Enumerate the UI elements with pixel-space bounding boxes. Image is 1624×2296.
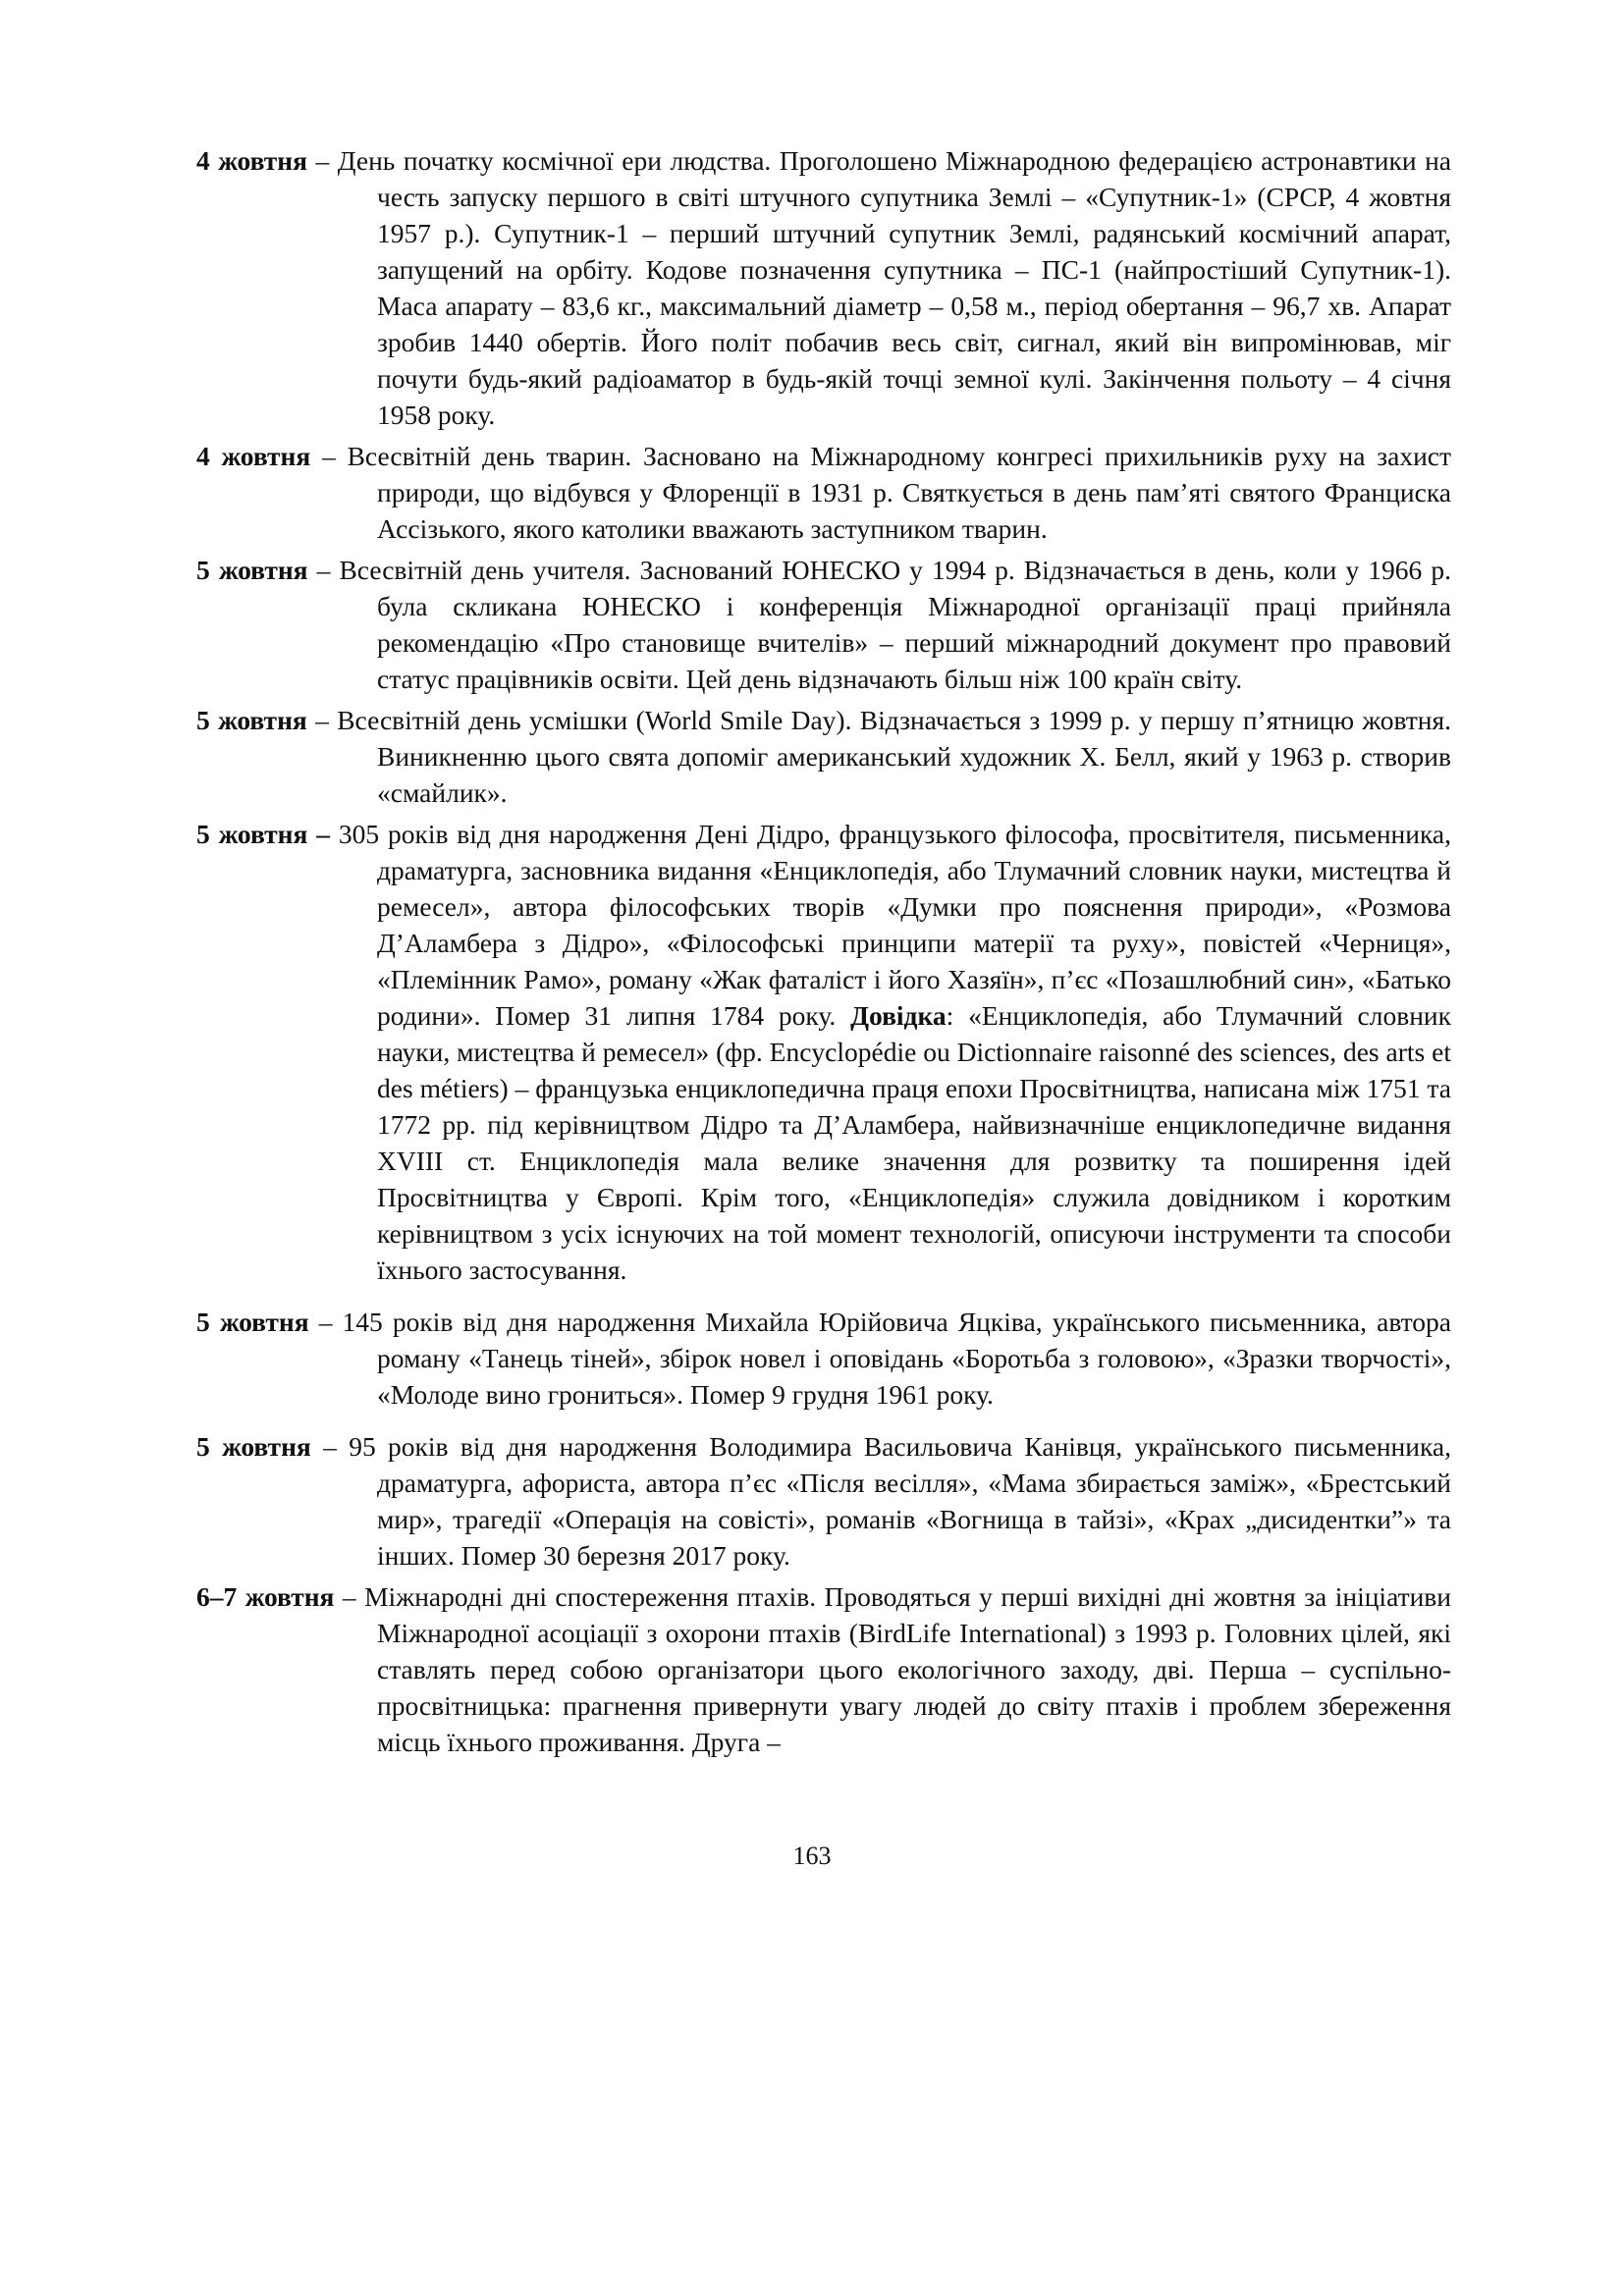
entry-date: 4 жовтня bbox=[196, 441, 311, 471]
entry-text: – Всесвітній день учителя. Заснований ЮНЕСКО у 1994 р. Відзначається в день, коли у 1966 р. була скликана ЮНЕСКО і конференція Міжнародної організації праці прийняла рекомендацію «Про становище вчителів» – перший міжнародний документ про правовий статус працівників освіти. Цей день відзначають більш ніж 100 країн світу. bbox=[307, 555, 1451, 694]
calendar-entry bbox=[196, 1428, 1451, 1574]
entry-text: 305 років від дня народження Дені Дідро, французького філософа, просвітителя, письменника, драматурга, засновника видання «Енциклопедія, або Тлумачний словник науки, мистецтва й ремесел», автора філософських творів «Думки про пояснення природи», «Розмова Д’Аламбера з Дідро», «Філософські принципи матерії та руху», повістей «Черниця», «Племінник Рамо», роману «Жак фаталіст і його Хазяїн», п’єс «Позашлюбний син», «Батько родини». Помер 31 липня 1784 року. bbox=[329, 819, 1452, 1031]
reference-text: : «Енциклопедія, або Тлумачний словник науки, мистецтва й ремесел» (фр. Encyclopédie ou Dictionnaire raisonné des sciences, des arts et des métiers) – французька енциклопедична праця епохи Просвітництва, написана між 1751 та 1772 рр. під керівництвом Дідро та Д’Аламбера, найвизначніше енциклопедичне видання XVIII ст. Енциклопедія мала велике значення для розвитку та поширення ідей Просвітництва у Європі. Крім того, «Енциклопедія» служила довідником і коротким керівництвом з усіх існуючих на той момент технологій, описуючи інструменти та способи їхнього застосування. bbox=[377, 1000, 1451, 1285]
entry-text: – Всесвітній день усмішки (World Smile Day). Відзначається з 1999 р. у першу п’ятницю жовтня. Виникненню цього свята допоміг американський художник Х. Белл, який у 1963 р. створив «смайлик». bbox=[306, 705, 1452, 808]
document-body bbox=[196, 142, 1451, 1765]
entry-text: – 145 років від дня народження Михайла Юрійовича Яцківа, українського письменника, автора роману «Танець тіней», збірок новел і оповідань «Боротьба з головою», «Зразки творчості», «Молоде вино грониться». Помер 9 грудня 1961 року. bbox=[308, 1307, 1451, 1410]
entry-date: 5 жовтня bbox=[196, 1431, 311, 1462]
calendar-entry bbox=[196, 816, 1451, 1288]
entry-date: 5 жовтня bbox=[196, 1307, 309, 1337]
entry-date: 5 жовтня bbox=[196, 705, 307, 735]
calendar-entry bbox=[196, 1578, 1451, 1760]
reference-label: Довідка bbox=[850, 1000, 947, 1031]
entry-date: 6–7 жовтня bbox=[196, 1581, 335, 1612]
calendar-entry bbox=[196, 1304, 1451, 1413]
entry-text: – День початку космічної ери людства. Проголошено Міжнародною федерацією астронавтики на честь запуску першого в світі штучного супутника Землі – «Супутник-1» (СРСР, 4 жовтня 1957 р.). Супутник-1 – перший штучний супутник Землі, радянський космічний апарат, запущений на орбіту. Кодове позначення супутника – ПС-1 (найпростіший Супутник-1). Маса апарату – 83,6 кг., максимальний діаметр – 0,58 м., період обертання – 96,7 хв. Апарат зробив 1440 обертів. Його політ побачив весь світ, сигнал, який він випромінював, міг почути будь-який радіоаматор в будь-якій точці земної кулі. Закінчення польоту – 4 січня 1958 року. bbox=[307, 145, 1452, 430]
calendar-entry bbox=[196, 552, 1451, 697]
page-number: 163 bbox=[792, 1842, 832, 1870]
entry-text: – Всесвітній день тварин. Засновано на Міжнародному конгресі прихильників руху на захист природи, що відбувся у Флоренції в 1931 р. Святкується в день пам’яті святого Франциска Ассізького, якого католики вважають заступником тварин. bbox=[310, 441, 1452, 544]
calendar-entry bbox=[196, 702, 1451, 811]
calendar-entry bbox=[196, 438, 1451, 547]
entry-text: – Міжнародні дні спостереження птахів. Проводяться у перші вихідні дні жовтня за ініціативи Міжнародної асоціації з охорони птахів (BirdLife International) з 1993 р. Головних цілей, які ставлять перед собою організатори цього екологічного заходу, дві. Перша – суспільно-просвітницька: прагнення привернути увагу людей до світу птахів і проблем збереження місць їхнього проживання. Друга – bbox=[334, 1581, 1452, 1757]
entry-date: 5 жовтня – bbox=[196, 819, 330, 849]
entry-text: – 95 років від дня народження Володимира Васильовича Канівця, українського письменника, драматурга, афориста, автора п’єс «Після весілля», «Мама збирається заміж», «Брестський мир», трагедії «Операція на совісті», романів «Вогнища в тайзі», «Крах „дисидентки”» та інших. Помер 30 березня 2017 року. bbox=[310, 1431, 1452, 1571]
calendar-entry bbox=[196, 142, 1451, 433]
entry-date: 4 жовтня bbox=[196, 145, 307, 176]
entry-date: 5 жовтня bbox=[196, 555, 308, 585]
